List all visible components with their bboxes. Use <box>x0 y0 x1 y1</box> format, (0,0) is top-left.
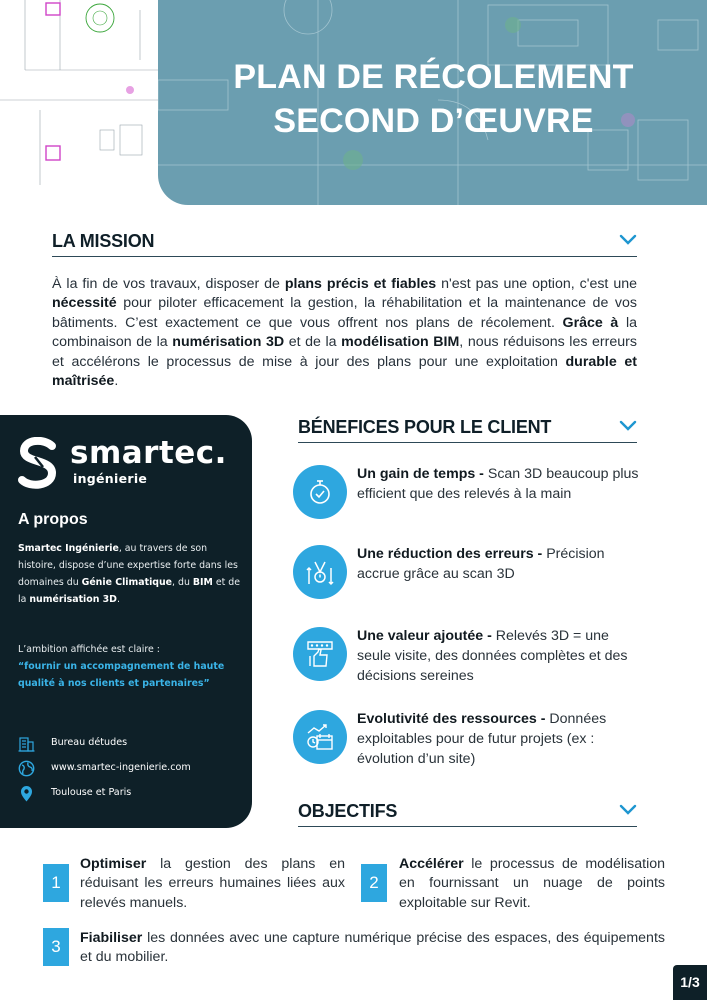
mission-emphasis: Grâce à <box>562 314 619 331</box>
floor-plan-image-left <box>0 0 160 190</box>
mission-text: pour piloter efficacement la gestion, la réhabilitation et la maintenance de vos bâtiments. C’est exactement ce que vous offrent nos plans de récolement. <box>52 295 637 331</box>
objective-number: 2 <box>361 864 387 902</box>
benefit-description: Relevés 3D = une seule visite, des données complètes et des décisions sereines <box>357 628 628 684</box>
mission-text: . <box>114 373 119 390</box>
ambition-quote: “fournir un accompagnement de haute qualité à nos clients et partenaires” <box>18 661 225 689</box>
building-icon <box>18 735 35 752</box>
stopwatch-icon <box>306 478 334 506</box>
contact-location-label: Toulouse et Paris <box>51 787 132 798</box>
about-emphasis: numérisation 3D <box>29 594 117 605</box>
objective-text <box>80 929 665 968</box>
page-title <box>160 55 707 143</box>
calendar-growth-icon <box>306 723 334 751</box>
rating-thumbs-up-icon <box>306 640 334 668</box>
objective-description: la gestion des plans en réduisant les erreurs humaines liées aux relevés manuels. <box>80 856 345 911</box>
chevron-down-icon[interactable] <box>619 233 637 247</box>
contact-location <box>18 785 243 805</box>
mission-emphasis: plans précis et fiables <box>284 276 437 292</box>
page-number: 1/3 <box>673 965 707 1000</box>
mission-text: , nous réduisons les erreurs et accélérons le processus de mise à jour des plans pour une exploitation <box>52 334 637 370</box>
mission-heading <box>52 229 637 257</box>
brand-name: smartec. <box>70 435 227 471</box>
objective-text <box>80 855 345 913</box>
benefit-icon-circle <box>293 710 347 764</box>
location-pin-icon <box>18 785 35 802</box>
mission-heading-label: LA MISSION <box>52 231 155 251</box>
objective-description: les données avec une capture numérique précise des espaces, des équipements et du mobilier. <box>80 930 665 966</box>
objective-title: Fiabiliser <box>80 930 143 946</box>
mission-text: n'est pas une option, c'est une <box>436 276 637 292</box>
benefit-text <box>357 710 639 769</box>
benefit-icon-circle <box>293 545 347 599</box>
objective-number: 3 <box>43 928 69 966</box>
benefit-text <box>357 545 639 585</box>
about-text: . <box>116 594 120 605</box>
smartec-logo-icon <box>18 437 58 489</box>
about-paragraph <box>18 540 240 608</box>
about-emphasis: BIM <box>192 577 213 588</box>
mission-paragraph <box>52 275 637 391</box>
about-panel <box>0 415 252 828</box>
page-title-line-1: PLAN DE RÉCOLEMENT <box>233 58 634 96</box>
about-heading: A propos <box>18 511 88 528</box>
objectives-heading <box>298 799 637 827</box>
mission-emphasis: numérisation 3D <box>172 334 285 351</box>
benefit-icon-circle <box>293 627 347 681</box>
about-emphasis: Génie Climatique <box>81 577 173 588</box>
benefit-description: Précision accrue grâce au scan 3D <box>357 546 605 582</box>
benefit-title: Un gain de temps - <box>357 466 488 482</box>
benefit-text <box>357 465 639 505</box>
page-title-line-2: SECOND D’ŒUVRE <box>273 102 594 140</box>
about-text: , au travers de son histoire, dispose d’une expertise forte dans les domaines du <box>18 543 238 588</box>
mission-text: et de la <box>284 334 342 351</box>
contact-website[interactable] <box>18 760 243 780</box>
ambition-paragraph <box>18 641 240 692</box>
contact-website-link[interactable]: www.smartec-ingenierie.com <box>51 762 191 773</box>
mission-emphasis: nécessité <box>52 295 117 312</box>
mission-emphasis: durable et maîtrisée <box>52 353 637 390</box>
hero-banner <box>0 0 707 205</box>
mission-text: la combinaison de la <box>52 314 638 351</box>
benefits-heading-label: BÉNEFICES POUR LE CLIENT <box>298 417 552 437</box>
ambition-text: L’ambition affichée est claire : <box>18 644 160 655</box>
chevron-down-icon[interactable] <box>619 419 637 433</box>
benefit-title: Une valeur ajoutée - <box>357 628 496 644</box>
contact-office-label: Bureau détudes <box>51 737 128 748</box>
error-reduction-icon <box>306 558 334 586</box>
objective-number: 1 <box>43 864 69 902</box>
benefit-description: Scan 3D beaucoup plus efficient que des relevés à la main <box>357 466 639 502</box>
objective-title: Optimiser <box>80 856 147 872</box>
brand-subtitle: ingénierie <box>73 471 148 486</box>
about-text: et de la <box>18 577 240 605</box>
objective-title: Accélérer <box>399 856 464 872</box>
about-emphasis: Smartec Ingénierie <box>18 543 119 554</box>
benefits-heading <box>298 415 637 443</box>
objectives-heading-label: OBJECTIFS <box>298 801 398 821</box>
mission-text: À la fin de vos travaux, disposer de <box>52 276 285 292</box>
benefit-icon-circle <box>293 465 347 519</box>
contact-office <box>18 735 243 755</box>
objective-text <box>399 855 665 913</box>
benefit-text <box>357 627 639 686</box>
benefit-title: Evolutivité des ressources - <box>357 711 550 727</box>
chevron-down-icon[interactable] <box>619 803 637 817</box>
benefit-title: Une réduction des erreurs - <box>357 546 547 562</box>
mission-emphasis: modélisation BIM <box>341 334 460 351</box>
objective-description: le processus de modélisation en fournissant un nuage de points exploitable sur Revit. <box>399 856 665 911</box>
benefit-description: Données exploitables pour de futur projets (ex : évolution d’un site) <box>357 711 607 767</box>
about-text: , du <box>172 577 193 588</box>
globe-icon <box>18 760 35 777</box>
company-logo <box>18 437 238 507</box>
